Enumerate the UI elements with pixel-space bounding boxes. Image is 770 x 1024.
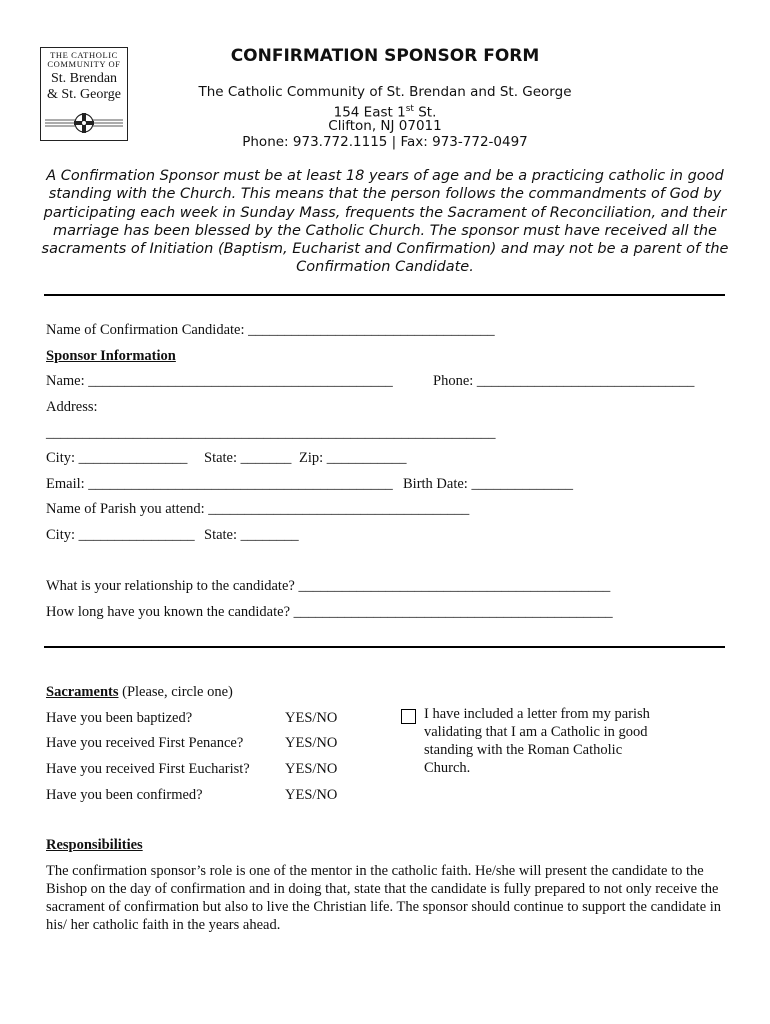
address-label: Address: xyxy=(46,399,98,415)
birth-date-field[interactable]: Birth Date: ______________ xyxy=(403,476,573,492)
answer-confirmed[interactable]: YES/NO xyxy=(285,787,338,803)
divider-top xyxy=(44,294,725,296)
answer-penance[interactable]: YES/NO xyxy=(285,735,338,751)
sacraments-heading xyxy=(46,684,233,701)
city-field[interactable]: City: _______________ xyxy=(46,450,188,466)
relationship-field[interactable]: What is your relationship to the candidate? ___________________________________________ xyxy=(46,578,611,594)
state-field[interactable]: State: _______ xyxy=(204,450,292,466)
logo-line-3: St. Brendan xyxy=(50,71,118,86)
street-rest: St. xyxy=(413,104,437,121)
intro-paragraph: A Confirmation Sponsor must be at least 18 years of age and be a practicing catholic in good standing with the Church. This means that the person follows the commandments of God by participating each week in Sunday Mass, frequents the Sacrament of Reconciliation, and their marriage has been blessed by the Catholic Church. The sponsor must have received all the sacraments of Initiation (Baptism, Eucharist and Confirmation) and may not be a parent of the Confirmation Candidate. xyxy=(41,168,729,276)
question-confirmed: Have you been confirmed? xyxy=(46,787,203,803)
sponsor-info-heading: Sponsor Information xyxy=(46,348,176,364)
parish-state-field[interactable]: State: ________ xyxy=(204,527,299,543)
divider-middle xyxy=(44,646,725,648)
street-number: 154 East 1 xyxy=(333,104,406,121)
question-baptized: Have you been baptized? xyxy=(46,710,193,726)
phone-fax: Phone: 973.772.1115 | Fax: 973-772-0497 xyxy=(242,134,528,150)
sacraments-title: Sacraments xyxy=(46,684,119,700)
city-address: Clifton, NJ 07011 xyxy=(328,118,442,134)
sacraments-note: (Please, circle one) xyxy=(118,684,233,700)
answer-eucharist[interactable]: YES/NO xyxy=(285,761,338,777)
letter-checkbox[interactable] xyxy=(401,709,416,724)
answer-baptized[interactable]: YES/NO xyxy=(285,710,338,726)
sponsor-name-field[interactable]: Name: __________________________________________ xyxy=(46,373,393,389)
question-eucharist: Have you received First Eucharist? xyxy=(46,761,250,777)
sponsor-phone-field[interactable]: Phone: ______________________________ xyxy=(433,373,695,389)
parish-field[interactable]: Name of Parish you attend: ____________________________________ xyxy=(46,501,470,517)
responsibilities-heading: Responsibilities xyxy=(46,837,143,853)
logo-line-4: & St. George xyxy=(46,87,121,102)
zip-field[interactable]: Zip: ___________ xyxy=(299,450,407,466)
email-field[interactable]: Email: __________________________________________ xyxy=(46,476,393,492)
address-field[interactable]: ______________________________________________________________ xyxy=(46,425,496,441)
responsibilities-text: The confirmation sponsor’s role is one of the mentor in the catholic faith. He/she will present the candidate to the Bishop on the day of confirmation and in doing that, state that the candidate is fully prepared to not only receive the sacrament of confirmation but also to live the Christian life. The sponsor should continue to support the candidate in his/ her catholic faith in the years ahead. xyxy=(46,863,722,933)
logo-line-1: THE CATHOLIC xyxy=(50,50,118,60)
logo-line-2: COMMUNITY OF xyxy=(47,59,121,69)
parish-name: The Catholic Community of St. Brendan and St. George xyxy=(198,84,572,100)
form-title: CONFIRMATION SPONSOR FORM xyxy=(230,46,540,66)
candidate-name-field[interactable]: Name of Confirmation Candidate: __________________________________ xyxy=(46,322,495,338)
question-penance: Have you received First Penance? xyxy=(46,735,244,751)
letter-statement: I have included a letter from my parish validating that I am a Catholic in good standing with the Roman Catholic Church. xyxy=(424,706,650,776)
street-sup: st xyxy=(405,104,414,114)
how-long-field[interactable]: How long have you known the candidate? ____________________________________________ xyxy=(46,604,613,620)
parish-city-field[interactable]: City: ________________ xyxy=(46,527,195,543)
